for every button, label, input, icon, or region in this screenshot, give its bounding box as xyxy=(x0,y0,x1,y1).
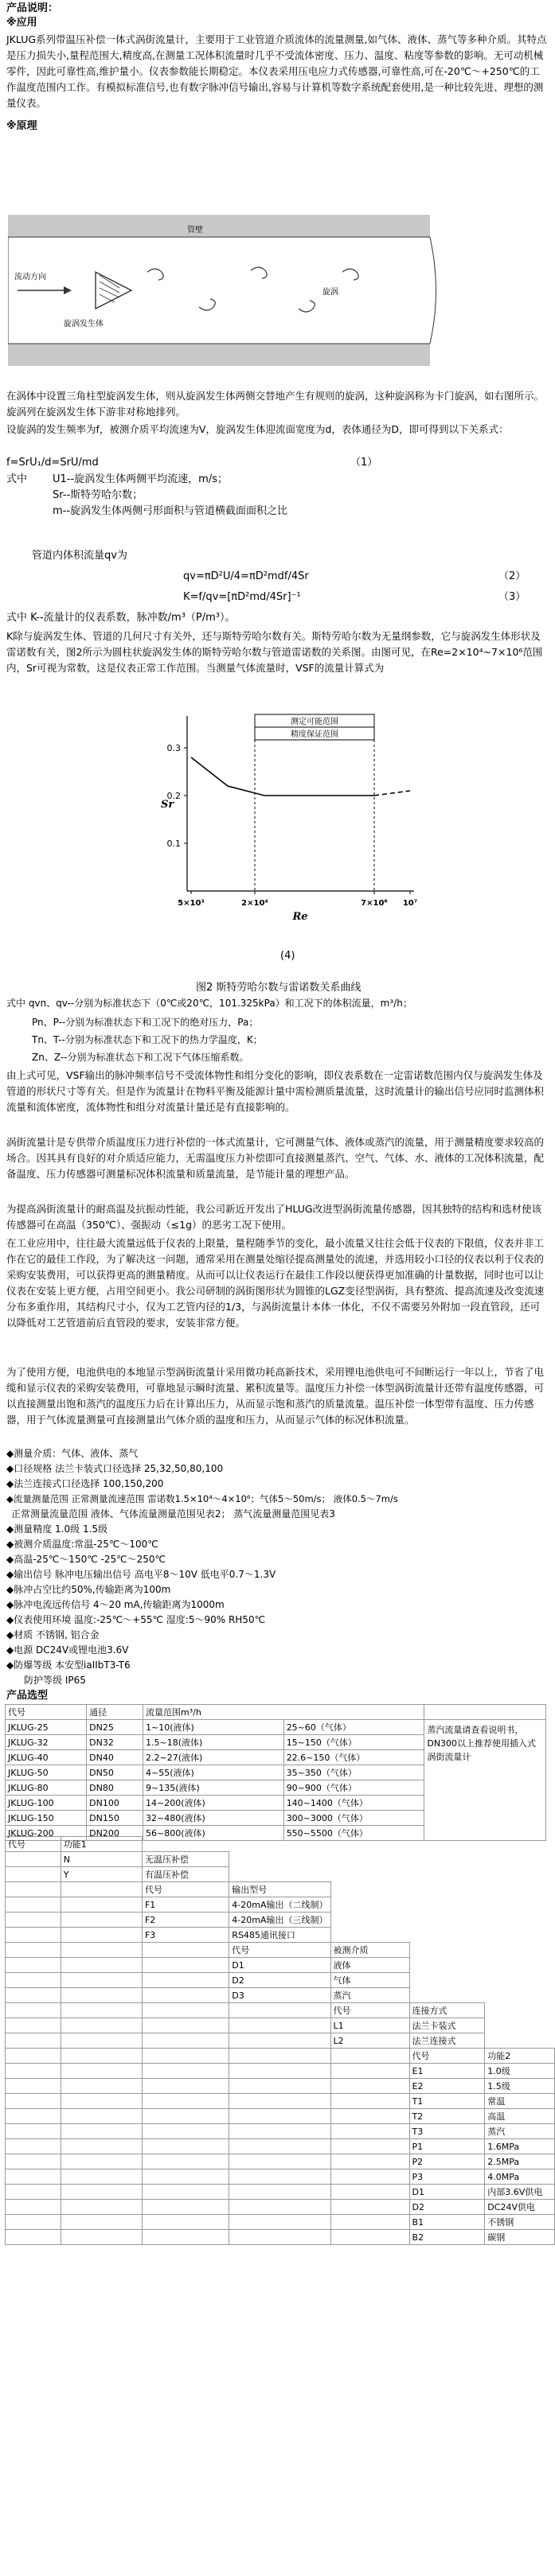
table-row xyxy=(6,2003,555,2018)
gas-def-p: Pn、P--分别为标准状态下和工况下的绝对压力，Pa； xyxy=(32,1017,259,1028)
table-row xyxy=(6,2033,555,2049)
table-cell: 代号 xyxy=(409,2049,485,2064)
principle-paragraph-1: 在涡体中设置三角柱型旋涡发生体，则从旋涡发生体两侧交替地产生有规则的旋涡，这种旋涡称为卡门旋涡，如右图所示。旋涡列在旋涡发生体下游非对称地排列。 xyxy=(6,390,545,418)
table-cell: D2 xyxy=(409,2200,485,2215)
table-cell: DN80 xyxy=(87,1780,143,1796)
table-cell: 15~150（气体） xyxy=(283,1735,424,1750)
table-header-cell: 代号 xyxy=(6,1705,87,1720)
table-cell: DN25 xyxy=(87,1720,143,1735)
table-note: 蒸汽流量请查看说明书，DN300以上推荐使用插入式涡街流量计 xyxy=(424,1720,546,1841)
spec-medium: ◆测量介质：气体、液体、蒸气 xyxy=(6,1448,139,1459)
table-cell: 22.6~150（气体） xyxy=(283,1750,424,1765)
table-cell: DN32 xyxy=(87,1735,143,1750)
table-cell: 气体 xyxy=(330,1973,409,1988)
table-cell: 2.5MPa xyxy=(485,2154,555,2169)
table-row xyxy=(6,2124,555,2139)
table-cell: 代号 xyxy=(330,2003,409,2018)
table-cell: JKLUG-200 xyxy=(6,1826,87,1841)
y-tick-label: 0.2 xyxy=(166,791,181,801)
equation-3-number: （3） xyxy=(498,591,526,603)
intro-paragraph: JKLUG系列带温压补偿一体式涡街流量计，主要用于工业管道介质流体的流量测量,如气体、液体、蒸气等多种介质。其特点是压力损失小,量程范围大,精度高,在测量工况体积流量时几乎不受流体密度、压力、温度、粘度等参数的影响。无可动机械零件，因此可靠性高,维护量小。仪表参数能长期稳定。本仪表采用压电应力式传感器,可靠性高,可在-20℃～+250℃的工作温度范围内工作。有模拟标准信号,也有数字脉冲信号输出,容易与计算机等数字系统配套使用,是一种比较先进、理想的测量仪表。 xyxy=(6,33,547,109)
table-cell: JKLUG-40 xyxy=(6,1750,87,1765)
label-vortex: 旋涡 xyxy=(322,288,338,297)
table-row xyxy=(6,1928,555,1943)
spec-high-temperature: ◆高温-25℃～150℃ -25℃～250℃ xyxy=(6,1554,166,1565)
table-row xyxy=(6,2215,555,2230)
description-paragraph-4: 在工业应用中，往往最大流量远低于仪表的上限量，量程随季节的变化，最小流量又往往会低于仪表的下限值，仪表并非工作在它的最佳工作段，为了解决这一问题，通常采用在测量处缩径提高测量处的流速，并选用较小口径的仪表以利于仪表的采购安装费用，可以获得更高的测量精度。从而可以让仪表运行在最佳工作段以便获得更加准确的计量数据，同时也可以让仪表在安装上更方便，占用空间更小。我公司研制的涡街图形状为圆锥的LGZ变径型涡街，具有整流、提高流速及改变流速分布多重作用，其结构尺寸小，仅为工艺管内径的1/3，与涡街流量计本体一体化，不仅不需要另外附加一段直管段，还可以降低对工艺管道前后直管段的要求，安装非常方便。 xyxy=(6,1237,545,1329)
table-cell: 300~3000（气体） xyxy=(283,1811,424,1826)
table-cell: E1 xyxy=(409,2064,485,2079)
table-cell: 35~350（气体） xyxy=(283,1765,424,1780)
table-cell: 液体 xyxy=(330,1958,409,1973)
table-cell: E2 xyxy=(409,2079,485,2094)
label-vortex-generator: 旋涡发生体 xyxy=(64,320,104,329)
table-cell: 25~60（气体） xyxy=(283,1720,424,1735)
option-code-table xyxy=(5,1836,555,2245)
spec-flow-range-normal: 正常测量流量范围 液体、气体流量测量范围见表2； 蒸气流量测量范围见表3 xyxy=(11,1508,335,1520)
table-cell: 蒸汽 xyxy=(330,1988,409,2003)
table-cell: 1.5~18(液体) xyxy=(143,1735,284,1750)
equation-1: f=SrU₁/d=SrU/md xyxy=(6,457,99,469)
principle-paragraph-3: K除与旋涡发生体、管道的几何尺寸有关外，还与斯特劳哈尔数有关。斯特劳哈尔数为无量纲参数，它与旋涡发生体形状及雷诺数有关，图2所示为圆柱状旋涡发生体的斯特劳哈尔数与管道雷诺数的关系图。由图可见，在Re=2×10⁴~7×10⁶范围内，Sr可视为常数，这是仪表正常工作范围。当测量气体流量时，VSF的流量计算式为 xyxy=(6,630,543,674)
x-tick-label: 5×10³ xyxy=(178,899,205,908)
table-cell: 被测介质 xyxy=(330,1943,409,1958)
table-cell: 1.0级 xyxy=(485,2064,555,2079)
definition-k: 式中 K--流量计的仪表系数，脉冲数/m³（P/m³）。 xyxy=(6,612,236,624)
table-cell: 法兰卡装式 xyxy=(409,2018,485,2033)
table-cell: 内部3.6V供电 xyxy=(485,2185,555,2200)
spec-output-signal: ◆输出信号 脉冲电压输出信号 高电平8～10V 低电平0.7～1.3V xyxy=(6,1569,276,1580)
table-cell: 90~900（气体） xyxy=(283,1780,424,1796)
table-cell: 32~480(液体) xyxy=(143,1811,284,1826)
table-cell: 1.6MPa xyxy=(485,2139,555,2154)
table-cell: 碳钢 xyxy=(485,2230,555,2245)
strouhal-reynolds-chart xyxy=(151,700,422,939)
table-cell: 2.2~27(液体) xyxy=(143,1750,284,1765)
spec-environment: ◆仪表使用环境 温度:-25℃～+55℃ 湿度:5～90% RH50℃ xyxy=(6,1614,266,1625)
pipe-wall-bottom xyxy=(8,344,430,366)
description-paragraph-2: 涡街流量计是专供带介质温度压力进行补偿的一体式流量计，它可测量气体、液体或蒸汽的流量，用于测量精度要求较高的场合。因其具有良好的对介质适应能力，无需温度压力补偿即可直接测量蒸汽、空气、气体、水、液体的工况体积流量，配备温度、压力传感器可测量标况体积流量和质量流量，是节能计量的理想产品。 xyxy=(6,1136,545,1180)
table-cell: 功能2 xyxy=(485,2049,555,2064)
spec-caliber-flange: ◆法兰连接式口径选择 100,150,200 xyxy=(6,1478,164,1489)
definition-m: m--旋涡发生体两侧弓形面积与管道横截面面积之比 xyxy=(53,505,288,517)
table-cell: 法兰连接式 xyxy=(409,2033,485,2049)
figure-number-label: (4) xyxy=(280,950,295,962)
table-cell: 56~800(液体) xyxy=(143,1826,284,1841)
table-row xyxy=(6,1720,546,1735)
x-tick-label: 2×10⁴ xyxy=(241,899,268,908)
table-cell: P2 xyxy=(409,2154,485,2169)
gas-def-z: Zn、Z--分别为标准状态下和工况下气体压缩系数。 xyxy=(32,1052,249,1063)
table-cell: T2 xyxy=(409,2109,485,2124)
principle-paragraph-2: 设旋涡的发生频率为f，被测介质平均流速为V，旋涡发生体迎流面宽度为d，表体通径为D，即可得到以下关系式： xyxy=(6,423,509,435)
band-accuracy-label: 精度保证范围 xyxy=(291,730,338,739)
table-row xyxy=(6,1988,555,2003)
table-cell: 输出型号 xyxy=(229,1882,330,1897)
table-header-cell: 流量范围m³/h xyxy=(143,1705,424,1720)
series-line-dashed xyxy=(374,791,410,796)
table-cell: P1 xyxy=(409,2139,485,2154)
table-cell: 高温 xyxy=(485,2109,555,2124)
table-header-row xyxy=(6,1705,546,1720)
table-cell: B1 xyxy=(409,2215,485,2230)
table-cell: D1 xyxy=(409,2185,485,2200)
heading-principle: ※原理 xyxy=(6,120,37,132)
equation-2: qv=πD²U/4=πD²mdf/4Sr xyxy=(183,570,309,582)
y-tick-label: 0.1 xyxy=(166,839,181,849)
pipe-wall-top xyxy=(8,215,430,237)
table-cell: DN50 xyxy=(87,1765,143,1780)
y-tick-label: 0.3 xyxy=(166,743,181,753)
table-row xyxy=(6,1958,555,1973)
table-cell: 4~55(液体) xyxy=(143,1765,284,1780)
table-row xyxy=(6,2185,555,2200)
figure-caption: 图2 斯特劳哈尔数与雷诺数关系曲线 xyxy=(196,982,362,994)
table-cell: DC24V供电 xyxy=(485,2200,555,2215)
table-row xyxy=(6,2018,555,2033)
table-cell: 代号 xyxy=(6,1837,61,1852)
table-cell: N xyxy=(61,1852,142,1867)
equation-1-number: （1） xyxy=(350,457,378,469)
table-cell: 14~200(液体) xyxy=(143,1796,284,1811)
spec-duty-cycle: ◆脉冲占空比约50%,传输距离为100m xyxy=(6,1584,171,1595)
table-cell: 4-20mA输出（三线制） xyxy=(229,1913,330,1928)
table-cell: B2 xyxy=(409,2230,485,2245)
table-cell: 1.5级 xyxy=(485,2079,555,2094)
table-cell: D1 xyxy=(229,1958,330,1973)
table-cell: 1~10(液体) xyxy=(143,1720,284,1735)
table-cell: D2 xyxy=(229,1973,330,1988)
description-paragraph-5: 为了使用方便，电池供电的本地显示型涡街流量计采用微功耗高新技术，采用锂电池供电可不间断运行一年以上，节省了电缆和显示仪表的采购安装费用，可靠地显示瞬时流量、累积流量等。温度压力补偿一体型涡街流量计还带有温度传感器，可以直接测量出饱和蒸汽的温度压力后在计算出压力，从而显示饱和蒸汽的质量流量。温压补偿一体型带有温度、压力传感器，用于气体流量测量可直接测量出气体介质的温度和压力，从而显示气体的标况体积流量。 xyxy=(6,1366,545,1426)
description-paragraph-3: 为提高涡街流量计的耐高温及抗振动性能，我公司新近开发出了HLUG改进型涡街流量传感器，因其独特的结构和选材使该传感器可在高温（350℃）、强振动（≤1g）的恶劣工况下使用。 xyxy=(6,1203,542,1231)
table-cell: P3 xyxy=(409,2169,485,2185)
table-row xyxy=(6,2200,555,2215)
equation-3: K=f/qv=[πD²md/4Sr]⁻¹ xyxy=(183,591,301,603)
table-cell: 4-20mA输出（二线制） xyxy=(229,1897,330,1913)
label-fluid-direction: 流动方向 xyxy=(14,273,46,282)
table-cell: JKLUG-50 xyxy=(6,1765,87,1780)
flow-rate-title: 管道内体积流量qv为 xyxy=(32,550,127,562)
series-line-solid xyxy=(191,757,374,796)
table-cell: F3 xyxy=(142,1928,229,1943)
spec-caliber-clamp: ◆口径规格 法兰卡装式口径选择 25,32,50,80,100 xyxy=(6,1463,224,1474)
heading-product-desc: 产品说明： xyxy=(6,2,59,14)
table-row xyxy=(6,2049,555,2064)
equation-2-number: （2） xyxy=(498,570,526,582)
table-row xyxy=(6,1913,555,1928)
spec-power: ◆电源 DC24V或锂电池3.6V xyxy=(6,1644,129,1656)
table-cell: JKLUG-150 xyxy=(6,1811,87,1826)
definition-u1: U1--旋涡发生体两侧平均流速，m/s； xyxy=(53,473,228,485)
table-row xyxy=(6,1882,555,1897)
table-cell: L2 xyxy=(330,2033,409,2049)
spec-explosion-proof: ◆防爆等级 本安型iaIIbT3-T6 xyxy=(6,1660,131,1671)
band-measurable-label: 测定可能范围 xyxy=(291,718,338,726)
table-cell: 连接方式 xyxy=(409,2003,485,2018)
table-row xyxy=(6,2139,555,2154)
table-cell: D3 xyxy=(229,1988,330,2003)
table-cell: JKLUG-25 xyxy=(6,1720,87,1735)
table-row xyxy=(6,2079,555,2094)
x-axis-label: Re xyxy=(292,911,308,923)
table-row xyxy=(6,1837,555,1852)
spec-current-signal: ◆脉冲电流远传信号 4～20 mA,传输距离为1000m xyxy=(6,1599,225,1610)
table-cell: DN40 xyxy=(87,1750,143,1765)
table-cell: F1 xyxy=(142,1897,229,1913)
table-cell: T1 xyxy=(409,2094,485,2109)
table-cell: 9~135(液体) xyxy=(143,1780,284,1796)
table-row xyxy=(6,1897,555,1913)
spec-protection: 防护等级 IP65 xyxy=(24,1675,86,1686)
table-cell: 4.0MPa xyxy=(485,2169,555,2185)
table-cell: 不锈钢 xyxy=(485,2215,555,2230)
label-pipe-wall: 管壁 xyxy=(187,226,203,235)
table-cell: DN200 xyxy=(87,1826,143,1841)
table-cell: RS485通讯接口 xyxy=(229,1928,330,1943)
table-cell: 140~1400（气体） xyxy=(283,1796,424,1811)
table-cell: DN100 xyxy=(87,1796,143,1811)
gas-def-q: 式中 qvn、qv--分别为标准状态下（0℃或20℃，101.325kPa）和工况下的体积流量，m³/h； xyxy=(6,998,412,1009)
table-cell: 代号 xyxy=(142,1882,229,1897)
description-paragraph-1: 由上式可见，VSF输出的脉冲频率信号不受流体物性和组分变化的影响，即仪表系数在一定雷诺数范围内仅与旋涡发生体及管道的形状尺寸等有关。但是作为流量计在物料平衡及能源计量中需检测质量流量，这时流量计的输出信号应同时监测体积流量和流体密度，流体物性和组分对流量计量还是有直接影响的。 xyxy=(6,1069,545,1113)
table-cell: JKLUG-32 xyxy=(6,1735,87,1750)
table-row xyxy=(6,2154,555,2169)
heading-selection: 产品选型 xyxy=(6,1690,49,1702)
table-cell: Y xyxy=(61,1867,142,1882)
table-cell: 无温压补偿 xyxy=(142,1852,229,1867)
table-cell: L1 xyxy=(330,2018,409,2033)
table-row xyxy=(6,2109,555,2124)
spec-temperature: ◆被测介质温度:常温-25℃～100℃ xyxy=(6,1539,158,1550)
table-cell: 有温压补偿 xyxy=(142,1867,229,1882)
table-cell: 550~5500（气体） xyxy=(283,1826,424,1841)
table-cell: DN150 xyxy=(87,1811,143,1826)
spec-flow-range: ◆流量测量范围 正常测量流速范围 雷诺数1.5×10⁴～4×10⁶；气体5～50m/s； 液体0.5～7m/s xyxy=(6,1493,398,1504)
definition-sr: Sr--斯特劳哈尔数； xyxy=(53,489,143,501)
table-cell: T3 xyxy=(409,2124,485,2139)
heading-application: ※应用 xyxy=(6,17,37,29)
table-cell: JKLUG-80 xyxy=(6,1780,87,1796)
table-row xyxy=(6,1973,555,1988)
gas-def-t: Tn、T--分别为标准状态下和工况下的热力学温度，K； xyxy=(32,1034,263,1045)
table-row xyxy=(6,1867,555,1882)
table-cell: F2 xyxy=(142,1913,229,1928)
table-row xyxy=(6,2094,555,2109)
table-cell: JKLUG-100 xyxy=(6,1796,87,1811)
table-row xyxy=(6,1852,555,1867)
table-cell: 蒸汽 xyxy=(485,2124,555,2139)
model-flow-table xyxy=(5,1704,546,1841)
table-cell: 功能1 xyxy=(61,1837,142,1852)
x-tick-label: 10⁷ xyxy=(402,899,418,908)
equation-1-label: 式中 xyxy=(6,473,28,485)
x-tick-label: 7×10⁶ xyxy=(361,899,388,908)
table-row xyxy=(6,1943,555,1958)
table-row xyxy=(6,2169,555,2185)
vortex-pipe-diagram xyxy=(8,215,549,386)
y-axis-label: Sr xyxy=(161,799,174,811)
table-row xyxy=(6,2064,555,2079)
table-cell: 代号 xyxy=(229,1943,330,1958)
spec-accuracy: ◆测量精度 1.0级 1.5级 xyxy=(6,1523,108,1535)
spec-material: ◆材质 不锈钢, 铝合金 xyxy=(6,1629,100,1640)
table-cell: 常温 xyxy=(485,2094,555,2109)
table-row xyxy=(6,2230,555,2245)
table-header-cell: 通径 xyxy=(87,1705,143,1720)
